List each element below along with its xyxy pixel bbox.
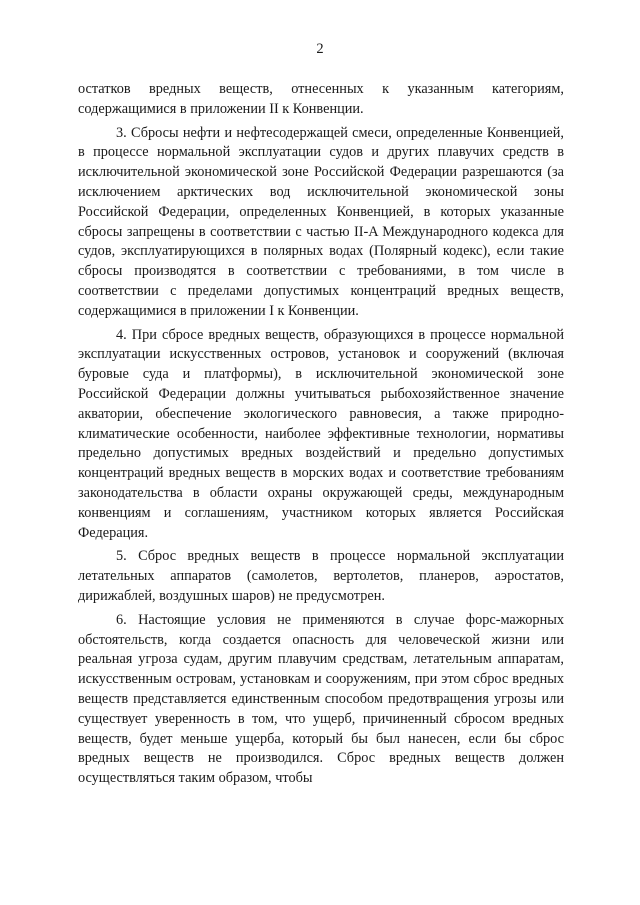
page-number: 2 <box>316 41 324 57</box>
paragraph-item-6: 6. Настоящие условия не применяются в случае форс-мажорных обстоятельств, когда создается опасность для человеческой жизни или реальная угроза судам, другим плавучим средствам, летательным аппаратам, искусственным островам, установкам и сооружениям, при этом сброс вредных веществ представляется единственным способом предотвращения угрозы или существует уверенность в том, что ущерб, причиненный сбросом вредных веществ, будет меньше ущерба, который бы был нанесен, если бы сброс вредных веществ не производился. Сброс вредных веществ должен осуществляться таким образом, чтобы <box>78 611 564 787</box>
paragraph-item-5: 5. Сброс вредных веществ в процессе нормальной эксплуатации летательных аппаратов (самолетов, вертолетов, планеров, аэростатов, дирижаблей, воздушных шаров) не предусмотрен. <box>78 548 564 604</box>
paragraph-item-4: 4. При сбросе вредных веществ, образующихся в процессе нормальной эксплуатации искусственных островов, установок и сооружений (включая буровые суда и платформы), в исключительной экономической зоне Российской Федерации должны учитываться рыбохозяйственное значение акватории, обеспечение экологического равновесия, а также природно-климатические особенности, наиболее эффективные технологии, нормативы предельно допустимых вредных воздействий и предельно допустимых концентраций вредных веществ в морских водах и соответствие требованиям законодательства в области охраны окружающей среды, международным конвенциям и соглашениям, участником которых является Российская Федерация. <box>78 326 564 541</box>
document-body <box>78 80 564 789</box>
paragraph-item-3: 3. Сбросы нефти и нефтесодержащей смеси, определенные Конвенцией, в процессе нормальной эксплуатации судов и других плавучих средств в исключительной экономической зоне Российской Федерации разрешаются (за исключением арктических вод исключительной экономической зоны Российской Федерации, определенных Конвенцией, в которых указанные сбросы запрещены в соответствии с частью II-A Международного кодекса для судов, эксплуатирующихся в полярных водах (Полярный кодекс), если такие сбросы производятся в соответствии с требованиями, в том числе в соответствии с пределами допустимых концентраций вредных веществ, содержащимися в приложении I к Конвенции. <box>78 124 564 319</box>
paragraph-continuation: остатков вредных веществ, отнесенных к указанным категориям, содержащимися в приложении II к Конвенции. <box>78 81 564 117</box>
